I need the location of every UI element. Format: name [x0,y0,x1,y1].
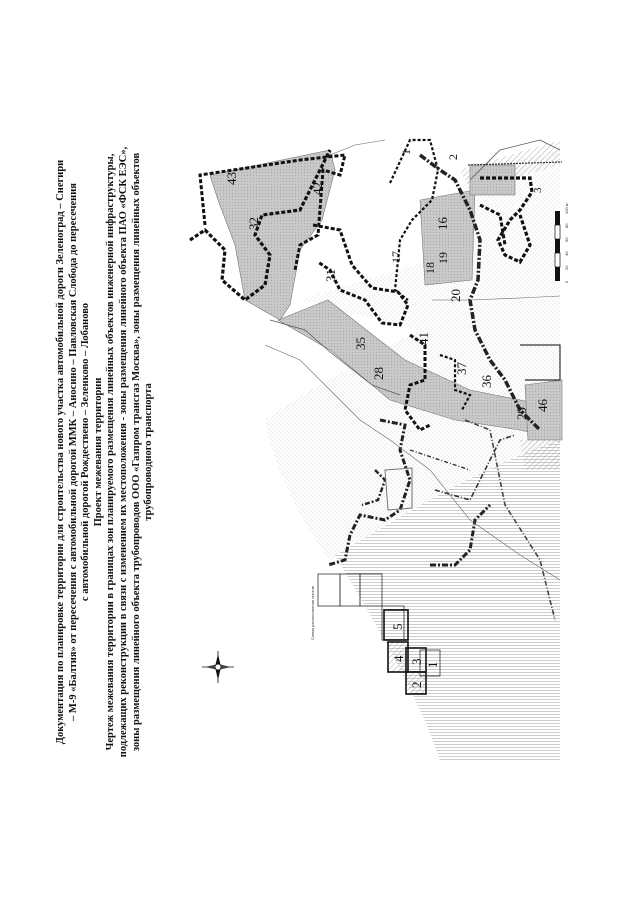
plot-label: 46 [535,399,550,412]
north-arrow-compass-icon [202,651,234,683]
scale-segment [555,253,560,267]
plot-label: 18 [423,262,437,274]
plot-label: 3 [532,187,544,193]
plot-label: 32 [246,217,261,230]
title-line: с автомобильной дорогой Рождествено – Зеленково – Лобаново [80,302,92,602]
scale-segment [555,267,560,281]
subtitle-line: трубопроводного транспорта [143,383,155,521]
plot-label: 19 [436,252,450,264]
plot-label: 28 [371,367,386,380]
plot-label: 43 [224,172,239,185]
scale-segment [555,225,560,239]
plot-label: 31 [323,269,338,282]
scale-segment [555,239,560,253]
title-line: Документация по планировке территории для строительства нового участка автомобильной дороги Зеленоград – Снегири [55,159,66,745]
scale-tick: 40 [564,251,569,256]
plot-label: 35 [353,337,368,350]
subtitle-line: зоны размещения линейного объекта трубопроводов ООО «Газпром трансгаз Москва», зоны размещения линейных объектов [130,152,142,752]
plot-label: 42 [310,182,325,195]
title-line: – М-9 «Балтия» от пересечения с автомобильной дорогой ММК – Аносино – Павловская Слобода до пересечения [67,183,79,721]
sheet-number: 4 [391,655,406,662]
title-line: Проект межевания территории [92,377,104,527]
plot-label: 1 [399,149,413,155]
plot-label: 41 [416,332,431,345]
plot-label: 20 [448,289,463,302]
zone-block-top [470,165,515,195]
subtitle-line: подлежащих реконструкции в связи с изменением их местоположения - зоны размещения линейного объекта ПАО «ФСК ЕЭС», [117,146,129,758]
plot-label: 2 [446,154,460,160]
scale-tick: 20 [564,265,569,270]
scale-tick: 80 [564,223,569,228]
sheet-number: 5 [390,623,405,630]
plot-label: 36 [479,375,494,388]
subtitle-line: Чертеж межевания территории в границах зон планируемого размещения линейных объектов инженерной инфраструктуры, [105,153,117,751]
sheet-cell [318,574,340,606]
plot-label: 37 [454,362,469,375]
plot-label: 16 [435,217,450,230]
sheet-number: 2 [409,681,424,688]
thin-boundary [330,140,385,155]
scale-tick: 60 [564,237,569,242]
scale-bar [555,203,569,283]
plot-label: 17 [389,251,403,263]
sheet-number: 1 [425,661,440,668]
sheet-layout-title: Схема расположения листов [310,586,315,640]
scale-tick: 0 [564,280,569,283]
sheet-number: 3 [409,658,424,665]
plot-label: 29 [514,407,529,420]
scale-segment [555,211,560,225]
scale-tick: 100 м [564,203,569,214]
